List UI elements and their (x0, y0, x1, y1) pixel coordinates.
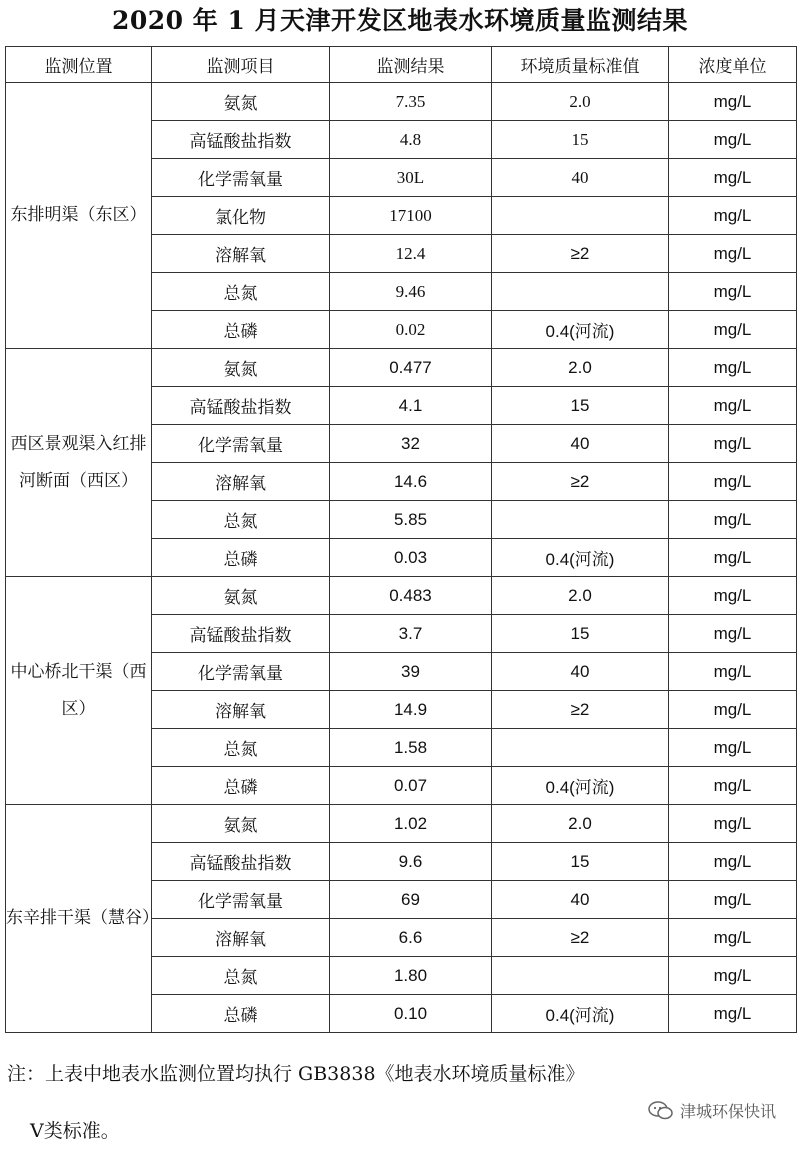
item-cell: 高锰酸盐指数 (152, 615, 330, 653)
item-cell: 氨氮 (152, 805, 330, 843)
footnote: 注：上表中地表水监测位置均执行 GB3838《地表水环境质量标准》 (7, 1063, 585, 1085)
standard-cell (492, 273, 669, 311)
result-cell: 0.477 (330, 349, 492, 387)
item-cell: 氯化物 (152, 197, 330, 235)
unit-cell: mg/L (669, 881, 797, 919)
table-row (6, 577, 797, 615)
unit-cell: mg/L (669, 957, 797, 995)
result-cell: 4.8 (330, 121, 492, 159)
result-cell: 17100 (330, 197, 492, 235)
standard-cell: 0.4(河流) (492, 767, 669, 805)
item-cell: 化学需氧量 (152, 159, 330, 197)
page-title: 2020 年 1 月天津开发区地表水环境质量监测结果 (111, 6, 689, 35)
standard-cell: 2.0 (492, 577, 669, 615)
result-cell: 0.10 (330, 995, 492, 1033)
standard-cell: 40 (492, 653, 669, 691)
result-cell: 0.03 (330, 539, 492, 577)
result-cell: 3.7 (330, 615, 492, 653)
result-cell: 39 (330, 653, 492, 691)
item-cell: 氨氮 (152, 83, 330, 121)
standard-cell (492, 729, 669, 767)
standard-cell: 15 (492, 387, 669, 425)
standard-cell: ≥2 (492, 691, 669, 729)
result-cell: 7.35 (330, 83, 492, 121)
header-result: 监测结果 (330, 47, 492, 83)
results-table (5, 46, 797, 1033)
unit-cell: mg/L (669, 539, 797, 577)
standard-cell: 15 (492, 121, 669, 159)
result-cell: 9.6 (330, 843, 492, 881)
result-cell: 0.02 (330, 311, 492, 349)
table-body (6, 83, 797, 1033)
unit-cell: mg/L (669, 653, 797, 691)
table-header-row (6, 47, 797, 83)
standard-cell (492, 501, 669, 539)
standard-cell: ≥2 (492, 919, 669, 957)
standard-cell: 15 (492, 843, 669, 881)
standard-cell (492, 197, 669, 235)
unit-cell: mg/L (669, 121, 797, 159)
result-cell: 5.85 (330, 501, 492, 539)
result-cell: 12.4 (330, 235, 492, 273)
result-cell: 30L (330, 159, 492, 197)
item-cell: 总氮 (152, 957, 330, 995)
unit-cell: mg/L (669, 197, 797, 235)
unit-cell: mg/L (669, 843, 797, 881)
table-row (6, 83, 797, 121)
standard-cell: 40 (492, 159, 669, 197)
item-cell: 化学需氧量 (152, 425, 330, 463)
result-cell: 1.58 (330, 729, 492, 767)
header-item: 监测项目 (152, 47, 330, 83)
standard-cell: 40 (492, 425, 669, 463)
standard-cell: 15 (492, 615, 669, 653)
result-cell: 4.1 (330, 387, 492, 425)
unit-cell: mg/L (669, 919, 797, 957)
result-cell: 14.6 (330, 463, 492, 501)
unit-cell: mg/L (669, 691, 797, 729)
unit-cell: mg/L (669, 615, 797, 653)
standard-cell: 0.4(河流) (492, 311, 669, 349)
standard-cell: 2.0 (492, 83, 669, 121)
result-cell: 0.07 (330, 767, 492, 805)
standard-cell: 0.4(河流) (492, 539, 669, 577)
item-cell: 溶解氧 (152, 691, 330, 729)
item-cell: 总氮 (152, 729, 330, 767)
header-location: 监测位置 (6, 47, 152, 83)
item-cell: 总磷 (152, 311, 330, 349)
item-cell: 高锰酸盐指数 (152, 843, 330, 881)
location-cell: 中心桥北干渠（西区） (6, 577, 152, 805)
item-cell: 化学需氧量 (152, 881, 330, 919)
item-cell: 氨氮 (152, 349, 330, 387)
item-cell: 总磷 (152, 767, 330, 805)
result-cell: 6.6 (330, 919, 492, 957)
header-unit: 浓度单位 (669, 47, 797, 83)
watermark-text: 津城环保快讯 (679, 1102, 776, 1121)
item-cell: 总氮 (152, 273, 330, 311)
result-cell: 14.9 (330, 691, 492, 729)
unit-cell: mg/L (669, 235, 797, 273)
location-cell: 西区景观渠入红排河断面（西区） (6, 349, 152, 577)
standard-cell: 2.0 (492, 349, 669, 387)
header-standard: 环境质量标准值 (492, 47, 669, 83)
unit-cell: mg/L (669, 501, 797, 539)
unit-cell: mg/L (669, 767, 797, 805)
item-cell: 总磷 (152, 995, 330, 1033)
result-cell: 69 (330, 881, 492, 919)
standard-cell (492, 957, 669, 995)
standard-cell: 0.4(河流) (492, 995, 669, 1033)
unit-cell: mg/L (669, 425, 797, 463)
item-cell: 溶解氧 (152, 235, 330, 273)
location-cell: 东排明渠（东区） (6, 83, 152, 349)
result-cell: 1.02 (330, 805, 492, 843)
item-cell: 溶解氧 (152, 919, 330, 957)
unit-cell: mg/L (669, 159, 797, 197)
unit-cell: mg/L (669, 729, 797, 767)
standard-cell: 40 (492, 881, 669, 919)
unit-cell: mg/L (669, 577, 797, 615)
table-row (6, 349, 797, 387)
unit-cell: mg/L (669, 83, 797, 121)
item-cell: 总氮 (152, 501, 330, 539)
footnote-line2: Ⅴ类标准。 (30, 1120, 120, 1142)
unit-cell: mg/L (669, 349, 797, 387)
standard-cell: ≥2 (492, 463, 669, 501)
unit-cell: mg/L (669, 273, 797, 311)
result-cell: 1.80 (330, 957, 492, 995)
standard-cell: ≥2 (492, 235, 669, 273)
item-cell: 高锰酸盐指数 (152, 387, 330, 425)
item-cell: 高锰酸盐指数 (152, 121, 330, 159)
location-cell: 东辛排干渠（慧谷） (6, 805, 152, 1033)
standard-cell: 2.0 (492, 805, 669, 843)
table-row (6, 805, 797, 843)
item-cell: 化学需氧量 (152, 653, 330, 691)
unit-cell: mg/L (669, 387, 797, 425)
item-cell: 氨氮 (152, 577, 330, 615)
unit-cell: mg/L (669, 463, 797, 501)
watermark (648, 1099, 776, 1122)
item-cell: 总磷 (152, 539, 330, 577)
item-cell: 溶解氧 (152, 463, 330, 501)
result-cell: 32 (330, 425, 492, 463)
unit-cell: mg/L (669, 311, 797, 349)
wechat-icon (648, 1101, 674, 1121)
result-cell: 9.46 (330, 273, 492, 311)
unit-cell: mg/L (669, 995, 797, 1033)
unit-cell: mg/L (669, 805, 797, 843)
result-cell: 0.483 (330, 577, 492, 615)
